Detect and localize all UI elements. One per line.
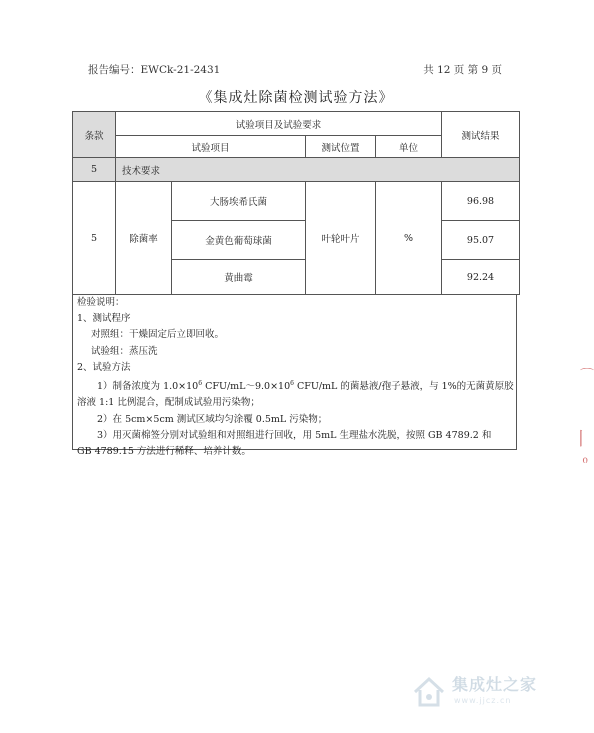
seal-stamp-fragment: 丨 [572, 429, 590, 450]
notes-heading: 检验说明： [77, 297, 125, 308]
header-position: 测试位置 [306, 136, 376, 158]
watermark-url: www.jjcz.cn [454, 696, 512, 705]
item-name: 金黄色葡萄球菌 [172, 221, 306, 260]
row-clause: 5 [73, 182, 116, 295]
seal-stamp-fragment: ⌒ [580, 368, 594, 384]
notes-section-2: 2、试验方法 [77, 361, 131, 373]
method-step-1: 1）制备浓度为 $1.0\times 10^6$ CFU/$mL\sim 9.0\times 10^6$ CFU/mL 的菌悬液/孢子悬液，与 1%的无菌黄原胶 [97, 380, 514, 393]
header-result: 测试结果 [442, 112, 520, 158]
page-info: 共 12 页 第 9 页 [423, 64, 502, 76]
item-result: 92.24 [442, 260, 520, 295]
watermark-text: 集成灶之家 [452, 675, 538, 694]
item-result: 96.98 [442, 182, 520, 221]
site-watermark [412, 670, 552, 715]
notes-section-1: 1、测试程序 [77, 313, 131, 325]
seal-stamp-fragment: ი [582, 455, 588, 466]
header-clause: 条款 [73, 112, 116, 158]
report-number: 报告编号：EWCk-21-2431 [88, 64, 221, 76]
header-item: 试验项目 [116, 136, 306, 158]
test-group-note: 试验组：蒸压洗 [91, 345, 158, 357]
tech-requirement-row [73, 158, 520, 182]
header-items-requirements: 试验项目及试验要求 [116, 112, 442, 136]
control-group-note: 对照组：干燥固定后立即回收。 [91, 329, 225, 341]
house-logo-icon [412, 676, 446, 708]
table-row [73, 182, 520, 221]
tech-clause: 5 [73, 158, 116, 182]
test-notes [72, 295, 517, 457]
document-title: 《集成灶除菌检测试验方法》 [198, 90, 394, 106]
item-name: 黄曲霉 [172, 260, 306, 295]
item-name: 大肠埃希氏菌 [172, 182, 306, 221]
unit: % [376, 182, 442, 295]
method-step-2: 2）在 5cm×5cm 测试区域均匀涂覆 0.5mL 污染物； [97, 413, 328, 425]
test-position: 叶轮叶片 [306, 182, 376, 295]
method-step-3: 3）用灭菌棉签分别对试验组和对照组进行回收，用 5mL 生理盐水洗脱，按照 GB 4789.2 和 [97, 429, 492, 441]
item-result: 95.07 [442, 221, 520, 260]
method-step-1-cont: 溶液 1:1 比例混合，配制成试验用污染物； [77, 397, 260, 409]
header-unit: 单位 [376, 136, 442, 158]
results-table [72, 111, 520, 295]
method-step-3-cont: GB 4789.15 方法进行稀释、培养计数。 [77, 445, 251, 457]
tech-label: 技术要求 [116, 158, 520, 182]
row-rate: 除菌率 [116, 182, 172, 295]
